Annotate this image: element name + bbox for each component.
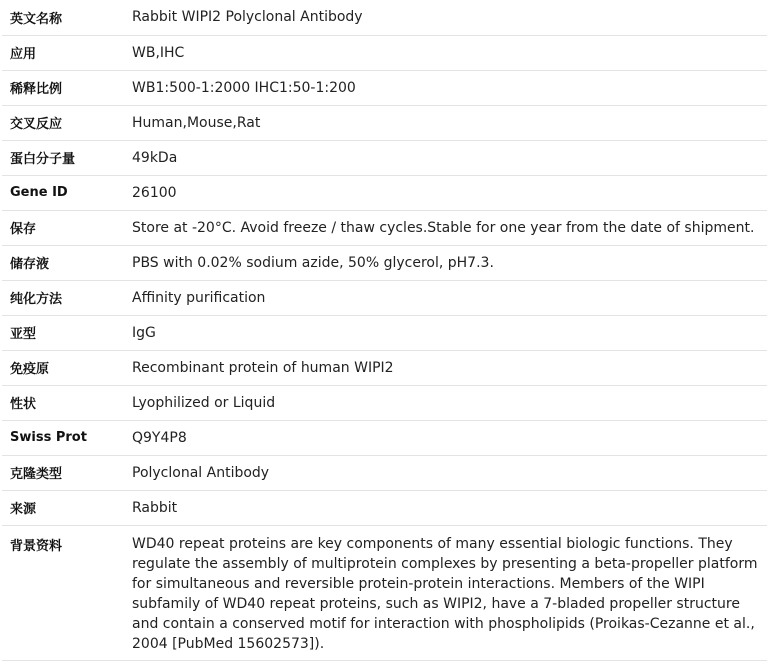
spec-row-purification bbox=[2, 280, 767, 315]
spec-row-storage bbox=[2, 210, 767, 245]
spec-label: 来源 bbox=[2, 490, 122, 525]
spec-row-swiss-prot bbox=[2, 420, 767, 455]
spec-label: 应用 bbox=[2, 35, 122, 70]
spec-row-isotype bbox=[2, 315, 767, 350]
spec-value: WB,IHC bbox=[122, 35, 767, 70]
spec-value: Affinity purification bbox=[122, 280, 767, 315]
spec-row-english-name bbox=[2, 0, 767, 35]
spec-label: Swiss Prot bbox=[2, 420, 122, 455]
spec-row-buffer bbox=[2, 245, 767, 280]
spec-label: 性状 bbox=[2, 385, 122, 420]
spec-value: Human,Mouse,Rat bbox=[122, 105, 767, 140]
spec-value: Lyophilized or Liquid bbox=[122, 385, 767, 420]
spec-label: Gene ID bbox=[2, 175, 122, 210]
spec-value: Polyclonal Antibody bbox=[122, 455, 767, 490]
spec-label: 交叉反应 bbox=[2, 105, 122, 140]
spec-label: 纯化方法 bbox=[2, 280, 122, 315]
spec-label: 英文名称 bbox=[2, 0, 122, 35]
spec-label: 稀释比例 bbox=[2, 70, 122, 105]
spec-label: 储存液 bbox=[2, 245, 122, 280]
spec-value: IgG bbox=[122, 315, 767, 350]
spec-row-form bbox=[2, 385, 767, 420]
spec-value: Store at -20°C. Avoid freeze / thaw cycles.Stable for one year from the date of shipment. bbox=[122, 210, 767, 245]
spec-label: 蛋白分子量 bbox=[2, 140, 122, 175]
spec-row-clonality bbox=[2, 455, 767, 490]
spec-row-gene-id bbox=[2, 175, 767, 210]
product-spec-table bbox=[2, 0, 767, 661]
spec-value: Rabbit bbox=[122, 490, 767, 525]
spec-label: 克隆类型 bbox=[2, 455, 122, 490]
spec-row-background bbox=[2, 525, 767, 660]
spec-row-application bbox=[2, 35, 767, 70]
spec-value: 26100 bbox=[122, 175, 767, 210]
spec-value: WB1:500-1:2000 IHC1:50-1:200 bbox=[122, 70, 767, 105]
spec-label: 保存 bbox=[2, 210, 122, 245]
spec-row-host bbox=[2, 490, 767, 525]
spec-label: 亚型 bbox=[2, 315, 122, 350]
spec-value-background: WD40 repeat proteins are key components of many essential biologic functions. They regulate the assembly of multiprotein complexes by presenting a beta-propeller platform for simultaneous and reversible protein-protein interactions. Members of the WIPI subfamily of WD40 repeat proteins, such as WIPI2, have a 7-bladed propeller structure and contain a conserved motif for interaction with phospholipids (Proikas-Cezanne et al., 2004 [PubMed 15602573]). bbox=[122, 525, 767, 660]
spec-row-molecular-weight bbox=[2, 140, 767, 175]
spec-label: 免疫原 bbox=[2, 350, 122, 385]
spec-row-dilution bbox=[2, 70, 767, 105]
spec-value: 49kDa bbox=[122, 140, 767, 175]
spec-value: PBS with 0.02% sodium azide, 50% glycerol, pH7.3. bbox=[122, 245, 767, 280]
spec-value: Rabbit WIPI2 Polyclonal Antibody bbox=[122, 0, 767, 35]
spec-label: 背景资料 bbox=[2, 525, 122, 660]
spec-row-reactivity bbox=[2, 105, 767, 140]
spec-row-immunogen bbox=[2, 350, 767, 385]
spec-value: Recombinant protein of human WIPI2 bbox=[122, 350, 767, 385]
spec-value: Q9Y4P8 bbox=[122, 420, 767, 455]
